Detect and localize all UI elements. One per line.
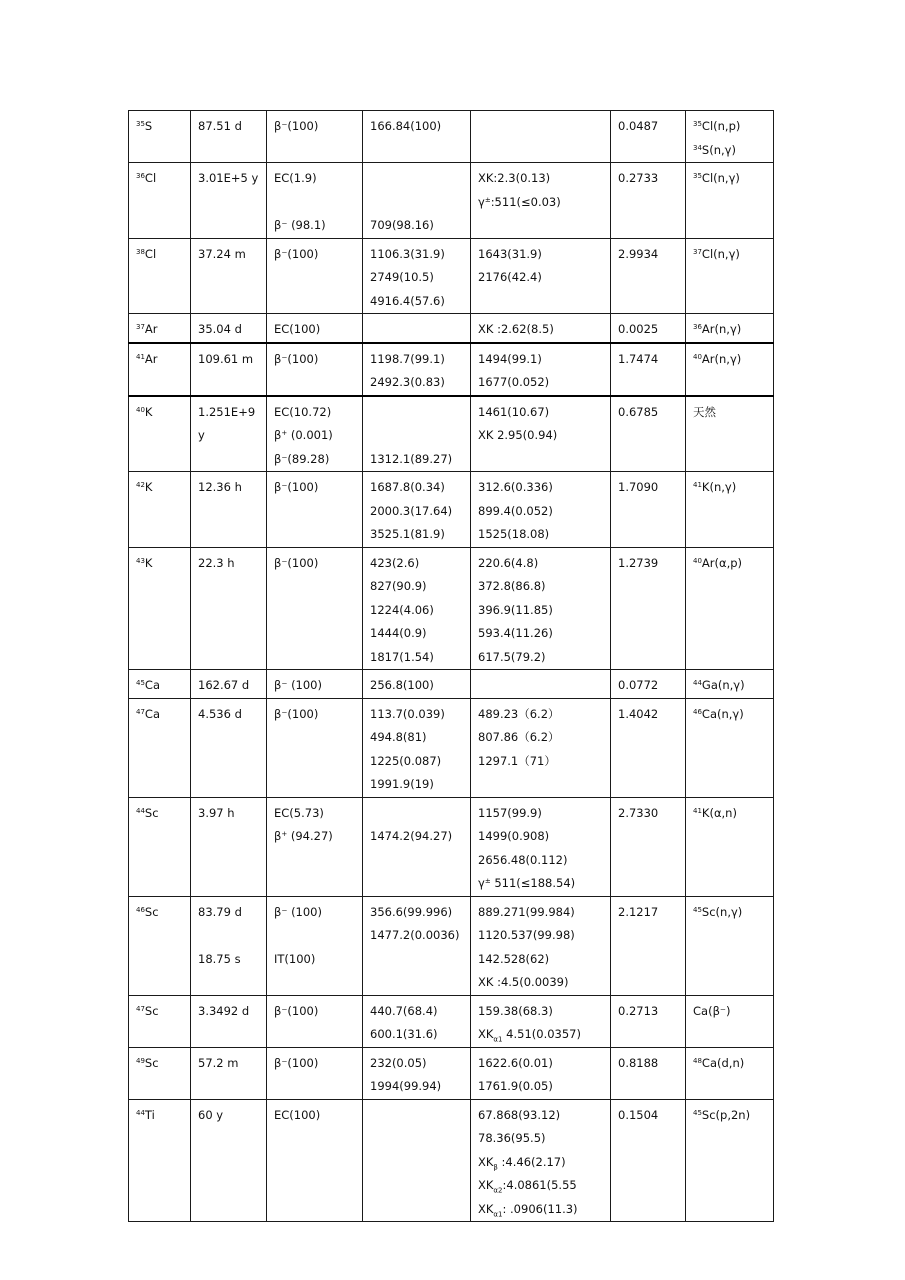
- cell-line: XK:2.3(0.13): [478, 171, 551, 185]
- nuclide-cell: [129, 547, 191, 670]
- beta-energy-cell: [363, 111, 471, 163]
- cell-line: 889.271(99.984): [478, 904, 575, 919]
- production-reaction-cell: [686, 670, 774, 699]
- cell-line: $^{37}$Ar: [136, 322, 158, 336]
- cell-line: 4916.4(57.6): [370, 293, 445, 308]
- cell-line: 2656.48(0.112): [478, 852, 568, 867]
- cell-line: 2.9934: [618, 246, 659, 261]
- cell-line: 1444(0.9): [370, 626, 427, 640]
- nuclide-cell: [129, 163, 191, 239]
- beta-energy-cell: [363, 238, 471, 314]
- cell-line: β⁻(89.28): [274, 451, 330, 466]
- gamma-energy-cell: [471, 698, 611, 797]
- decay-mode-cell: [267, 670, 363, 699]
- cell-line: $XK_{\alpha 2}:4.0861(5.55$: [478, 1178, 577, 1195]
- decay-mode-cell: [267, 111, 363, 163]
- decay-mode-cell: [267, 314, 363, 343]
- cell-line: 12.36 h: [198, 480, 242, 494]
- production-reaction-cell: [686, 396, 774, 472]
- specific-activity-cell: [611, 111, 686, 163]
- cell-line: 78.36(95.5): [478, 1131, 546, 1145]
- decay-mode-cell: [267, 343, 363, 396]
- table-row: [129, 1099, 774, 1222]
- beta-energy-cell: [363, 698, 471, 797]
- cell-line: $^{45}$Ca: [136, 678, 160, 692]
- cell-line: 57.2 m: [198, 1055, 239, 1070]
- cell-line: 232(0.05): [370, 1055, 427, 1070]
- cell-line: EC(1.9): [274, 171, 317, 185]
- cell-line: $^{46}$Ca(n,γ): [693, 706, 744, 721]
- production-reaction-cell: [686, 163, 774, 239]
- cell-line: [370, 318, 470, 342]
- cell-line: [478, 674, 610, 698]
- cell-line: $^{41}$K(n,γ): [693, 480, 737, 494]
- cell-line: 0.0025: [618, 322, 659, 336]
- cell-line: $^{41}$K(α,n): [693, 805, 737, 820]
- half-life-cell: [191, 995, 267, 1047]
- cell-line: β⁻(100): [274, 555, 319, 570]
- cell-line: 1477.2(0.0036): [370, 928, 460, 942]
- production-reaction-cell: [686, 896, 774, 995]
- cell-line: $^{40}$Ar(n,γ): [693, 351, 742, 366]
- cell-line: 1499(0.908): [478, 829, 550, 843]
- table-row: [129, 698, 774, 797]
- beta-energy-cell: [363, 163, 471, 239]
- cell-line: 709(98.16): [370, 218, 434, 232]
- specific-activity-cell: [611, 472, 686, 548]
- cell-line: β+ (0.001): [274, 428, 333, 442]
- half-life-cell: [191, 163, 267, 239]
- cell-line: $^{36}$Cl: [136, 171, 157, 185]
- cell-line: 0.1504: [618, 1107, 659, 1122]
- cell-line: 1643(31.9): [478, 246, 542, 261]
- cell-line: 1461(10.67): [478, 404, 550, 419]
- cell-line: 3.01E+5 y: [198, 171, 259, 185]
- nuclide-cell: [129, 1047, 191, 1099]
- cell-line: 1157(99.9): [478, 805, 542, 820]
- beta-energy-cell: [363, 343, 471, 396]
- cell-line: 1474.2(94.27): [370, 829, 453, 843]
- cell-line: β⁻(100): [274, 246, 319, 261]
- half-life-cell: [191, 472, 267, 548]
- table-row: [129, 472, 774, 548]
- cell-line: 827(90.9): [370, 579, 427, 593]
- beta-energy-cell: [363, 396, 471, 472]
- gamma-energy-cell: [471, 995, 611, 1047]
- cell-line: 天然: [693, 404, 716, 419]
- gamma-energy-cell: [471, 896, 611, 995]
- half-life-cell: [191, 314, 267, 343]
- cell-line: 1.2739: [618, 555, 659, 570]
- half-life-cell: [191, 343, 267, 396]
- half-life-cell: [191, 670, 267, 699]
- cell-line: 60 y: [198, 1107, 224, 1122]
- cell-line: $^{35}$S: [136, 119, 153, 133]
- cell-line: 1120.537(99.98): [478, 928, 575, 942]
- decay-mode-cell: [267, 238, 363, 314]
- table-row: [129, 314, 774, 343]
- cell-line: γ± 511(≤188.54): [478, 876, 576, 890]
- cell-line: y: [198, 428, 205, 442]
- cell-line: 423(2.6): [370, 555, 420, 570]
- beta-energy-cell: [363, 547, 471, 670]
- cell-line: $^{47}$Sc: [136, 1003, 159, 1018]
- cell-line: $^{44}$Ti: [136, 1107, 155, 1122]
- cell-line: 3525.1(81.9): [370, 527, 445, 541]
- production-reaction-cell: [686, 111, 774, 163]
- cell-line: [198, 924, 266, 948]
- cell-line: $^{45}$Sc(n,γ): [693, 904, 743, 919]
- beta-energy-cell: [363, 797, 471, 896]
- cell-line: 593.4(11.26): [478, 626, 553, 640]
- cell-line: 35.04 d: [198, 322, 242, 336]
- cell-line: 1525(18.08): [478, 527, 550, 541]
- cell-line: 0.2733: [618, 171, 659, 185]
- production-reaction-cell: [686, 472, 774, 548]
- decay-mode-cell: [267, 896, 363, 995]
- production-reaction-cell: [686, 547, 774, 670]
- cell-line: $^{37}$Cl(n,γ): [693, 246, 740, 261]
- nuclide-cell: [129, 797, 191, 896]
- cell-line: 0.8188: [618, 1055, 659, 1070]
- cell-line: [370, 401, 470, 425]
- cell-line: 4.536 d: [198, 706, 242, 721]
- table-row: [129, 1047, 774, 1099]
- cell-line: 2.7330: [618, 805, 659, 820]
- decay-mode-cell: [267, 995, 363, 1047]
- cell-line: $XK_{\alpha 1}$: .0906(11.3): [478, 1201, 578, 1218]
- cell-line: $^{49}$Sc: [136, 1055, 159, 1070]
- nuclide-data-table: [128, 110, 774, 1222]
- cell-line: 142.528(62): [478, 951, 550, 966]
- nuclide-cell: [129, 896, 191, 995]
- half-life-cell: [191, 1099, 267, 1222]
- cell-line: $^{47}$Ca: [136, 706, 160, 721]
- cell-line: EC(100): [274, 1107, 321, 1122]
- cell-line: β⁻(100): [274, 119, 319, 133]
- cell-line: $XK_{\alpha 1}$ 4.51(0.0357): [478, 1027, 581, 1044]
- decay-mode-cell: [267, 1099, 363, 1222]
- cell-line: 600.1(31.6): [370, 1027, 438, 1041]
- cell-line: 18.75 s: [198, 951, 241, 966]
- nuclide-cell: [129, 1099, 191, 1222]
- cell-line: 162.67 d: [198, 678, 250, 692]
- cell-line: EC(10.72): [274, 404, 332, 419]
- cell-line: $^{45}$Sc(p,2n): [693, 1107, 751, 1122]
- cell-line: $^{46}$Sc: [136, 904, 159, 919]
- beta-energy-cell: [363, 1099, 471, 1222]
- cell-line: [370, 167, 470, 191]
- table-row: [129, 670, 774, 699]
- cell-line: 109.61 m: [198, 351, 254, 366]
- cell-line: 0.0487: [618, 119, 659, 133]
- nuclide-cell: [129, 670, 191, 699]
- cell-line: 1994(99.94): [370, 1079, 442, 1093]
- cell-line: 356.6(99.996): [370, 904, 453, 919]
- cell-line: 159.38(68.3): [478, 1003, 553, 1018]
- decay-mode-cell: [267, 547, 363, 670]
- cell-line: [274, 924, 362, 948]
- table-row: [129, 995, 774, 1047]
- gamma-energy-cell: [471, 163, 611, 239]
- cell-line: 899.4(0.052): [478, 503, 553, 518]
- cell-line: 1494(99.1): [478, 351, 542, 366]
- cell-line: 3.97 h: [198, 805, 235, 820]
- cell-line: 256.8(100): [370, 678, 434, 692]
- cell-line: 1.7090: [618, 480, 659, 494]
- cell-line: β+ (94.27): [274, 829, 333, 843]
- table-row: [129, 396, 774, 472]
- specific-activity-cell: [611, 314, 686, 343]
- half-life-cell: [191, 1047, 267, 1099]
- specific-activity-cell: [611, 343, 686, 396]
- table-row: [129, 111, 774, 163]
- cell-line: 1198.7(99.1): [370, 351, 445, 366]
- specific-activity-cell: [611, 1047, 686, 1099]
- cell-line: 0.2713: [618, 1003, 659, 1018]
- cell-line: γ±:511(≤0.03): [478, 194, 561, 209]
- cell-line: 37.24 m: [198, 246, 246, 261]
- cell-line: [274, 191, 362, 215]
- cell-line: 1225(0.087): [370, 753, 442, 768]
- nuclide-cell: [129, 995, 191, 1047]
- cell-line: $^{43}$K: [136, 555, 153, 570]
- table-row: [129, 797, 774, 896]
- half-life-cell: [191, 547, 267, 670]
- cell-line: 1677(0.052): [478, 375, 550, 389]
- beta-energy-cell: [363, 896, 471, 995]
- cell-line: XK :4.5(0.0039): [478, 975, 569, 989]
- cell-line: [370, 191, 470, 215]
- gamma-energy-cell: [471, 111, 611, 163]
- cell-line: 83.79 d: [198, 904, 242, 919]
- cell-line: 312.6(0.336): [478, 480, 553, 494]
- cell-line: $^{34}$S(n,γ): [693, 142, 736, 157]
- half-life-cell: [191, 797, 267, 896]
- cell-line: 1224(4.06): [370, 602, 434, 617]
- cell-line: IT(100): [274, 951, 316, 966]
- cell-line: 1297.1（71）: [478, 753, 556, 768]
- cell-line: 67.868(93.12): [478, 1107, 561, 1122]
- cell-line: 1106.3(31.9): [370, 246, 445, 261]
- cell-line: 372.8(86.8): [478, 579, 546, 593]
- beta-energy-cell: [363, 670, 471, 699]
- cell-line: 1.4042: [618, 706, 659, 721]
- nuclide-cell: [129, 314, 191, 343]
- cell-line: $^{42}$K: [136, 480, 153, 494]
- table-row: [129, 163, 774, 239]
- specific-activity-cell: [611, 547, 686, 670]
- cell-line: 2176(42.4): [478, 270, 542, 284]
- cell-line: 617.5(79.2): [478, 649, 546, 664]
- production-reaction-cell: [686, 238, 774, 314]
- table-row: [129, 547, 774, 670]
- gamma-energy-cell: [471, 1047, 611, 1099]
- cell-line: $^{35}$Cl(n,γ): [693, 171, 740, 185]
- cell-line: 3.3492 d: [198, 1003, 250, 1018]
- decay-mode-cell: [267, 1047, 363, 1099]
- half-life-cell: [191, 111, 267, 163]
- specific-activity-cell: [611, 396, 686, 472]
- cell-line: 0.6785: [618, 404, 659, 419]
- cell-line: 489.23（6.2）: [478, 706, 560, 721]
- cell-line: 87.51 d: [198, 119, 242, 133]
- cell-line: $XK_\beta$ :4.46(2.17): [478, 1154, 566, 1171]
- cell-line: [370, 424, 470, 448]
- beta-energy-cell: [363, 1047, 471, 1099]
- cell-line: EC(5.73): [274, 805, 324, 820]
- specific-activity-cell: [611, 797, 686, 896]
- specific-activity-cell: [611, 163, 686, 239]
- nuclide-cell: [129, 396, 191, 472]
- cell-line: 2492.3(0.83): [370, 375, 445, 389]
- cell-line: 1687.8(0.34): [370, 480, 445, 494]
- beta-energy-cell: [363, 995, 471, 1047]
- cell-line: [478, 115, 610, 139]
- cell-line: 1312.1(89.27): [370, 451, 453, 466]
- cell-line: β⁻(100): [274, 1003, 319, 1018]
- gamma-energy-cell: [471, 343, 611, 396]
- cell-line: β⁻ (100): [274, 904, 322, 919]
- decay-mode-cell: [267, 396, 363, 472]
- gamma-energy-cell: [471, 670, 611, 699]
- decay-mode-cell: [267, 472, 363, 548]
- cell-line: 1817(1.54): [370, 649, 434, 664]
- cell-line: [370, 802, 470, 826]
- gamma-energy-cell: [471, 314, 611, 343]
- cell-line: 2749(10.5): [370, 270, 434, 284]
- cell-line: 807.86（6.2）: [478, 730, 560, 744]
- production-reaction-cell: [686, 995, 774, 1047]
- table-row: [129, 238, 774, 314]
- cell-line: $^{36}$Ar(n,γ): [693, 322, 742, 336]
- gamma-energy-cell: [471, 1099, 611, 1222]
- decay-mode-cell: [267, 163, 363, 239]
- production-reaction-cell: [686, 797, 774, 896]
- cell-line: 1622.6(0.01): [478, 1055, 553, 1070]
- cell-line: $^{41}$Ar: [136, 351, 158, 366]
- half-life-cell: [191, 896, 267, 995]
- cell-line: 1991.9(19): [370, 777, 434, 791]
- cell-line: 22.3 h: [198, 555, 235, 570]
- cell-line: 1761.9(0.05): [478, 1079, 553, 1093]
- cell-line: β⁻(100): [274, 706, 319, 721]
- gamma-energy-cell: [471, 797, 611, 896]
- specific-activity-cell: [611, 698, 686, 797]
- decay-mode-cell: [267, 797, 363, 896]
- specific-activity-cell: [611, 238, 686, 314]
- cell-line: Ca(β⁻): [693, 1003, 731, 1018]
- production-reaction-cell: [686, 314, 774, 343]
- specific-activity-cell: [611, 995, 686, 1047]
- half-life-cell: [191, 698, 267, 797]
- gamma-energy-cell: [471, 547, 611, 670]
- cell-line: $^{44}$Ga(n,γ): [693, 678, 745, 692]
- cell-line: 440.7(68.4): [370, 1003, 438, 1018]
- cell-line: $^{38}$Cl: [136, 246, 157, 261]
- beta-energy-cell: [363, 314, 471, 343]
- cell-line: 220.6(4.8): [478, 555, 539, 570]
- half-life-cell: [191, 396, 267, 472]
- cell-line: 113.7(0.039): [370, 706, 445, 721]
- cell-line: 396.9(11.85): [478, 602, 553, 617]
- nuclide-cell: [129, 111, 191, 163]
- nuclide-cell: [129, 343, 191, 396]
- cell-line: 1.251E+9: [198, 404, 256, 419]
- production-reaction-cell: [686, 1047, 774, 1099]
- cell-line: β⁻(100): [274, 351, 319, 366]
- production-reaction-cell: [686, 343, 774, 396]
- production-reaction-cell: [686, 1099, 774, 1222]
- specific-activity-cell: [611, 670, 686, 699]
- cell-line: 0.0772: [618, 678, 659, 692]
- table-row: [129, 343, 774, 396]
- table-body: [129, 111, 774, 1222]
- gamma-energy-cell: [471, 396, 611, 472]
- cell-line: XK :2.62(8.5): [478, 322, 554, 336]
- cell-line: EC(100): [274, 322, 321, 336]
- decay-mode-cell: [267, 698, 363, 797]
- cell-line: β⁻(100): [274, 480, 319, 494]
- nuclide-cell: [129, 238, 191, 314]
- cell-line: 2000.3(17.64): [370, 503, 453, 518]
- cell-line: 166.84(100): [370, 119, 442, 133]
- cell-line: [370, 1104, 470, 1128]
- cell-line: β⁻ (100): [274, 678, 322, 692]
- cell-line: β⁻(100): [274, 1055, 319, 1070]
- cell-line: 494.8(81): [370, 730, 427, 744]
- gamma-energy-cell: [471, 472, 611, 548]
- specific-activity-cell: [611, 1099, 686, 1222]
- production-reaction-cell: [686, 698, 774, 797]
- cell-line: β⁻ (98.1): [274, 218, 326, 232]
- gamma-energy-cell: [471, 238, 611, 314]
- cell-line: 1.7474: [618, 351, 659, 366]
- beta-energy-cell: [363, 472, 471, 548]
- half-life-cell: [191, 238, 267, 314]
- nuclide-cell: [129, 472, 191, 548]
- specific-activity-cell: [611, 896, 686, 995]
- table-row: [129, 896, 774, 995]
- nuclide-cell: [129, 698, 191, 797]
- cell-line: $^{40}$Ar(α,p): [693, 555, 743, 570]
- cell-line: $^{35}$Cl(n,p): [693, 119, 741, 133]
- cell-line: 2.1217: [618, 904, 659, 919]
- cell-line: $^{44}$Sc: [136, 805, 159, 820]
- cell-line: XK 2.95(0.94): [478, 428, 558, 442]
- cell-line: $^{40}$K: [136, 404, 153, 419]
- cell-line: $^{48}$Ca(d,n): [693, 1055, 745, 1070]
